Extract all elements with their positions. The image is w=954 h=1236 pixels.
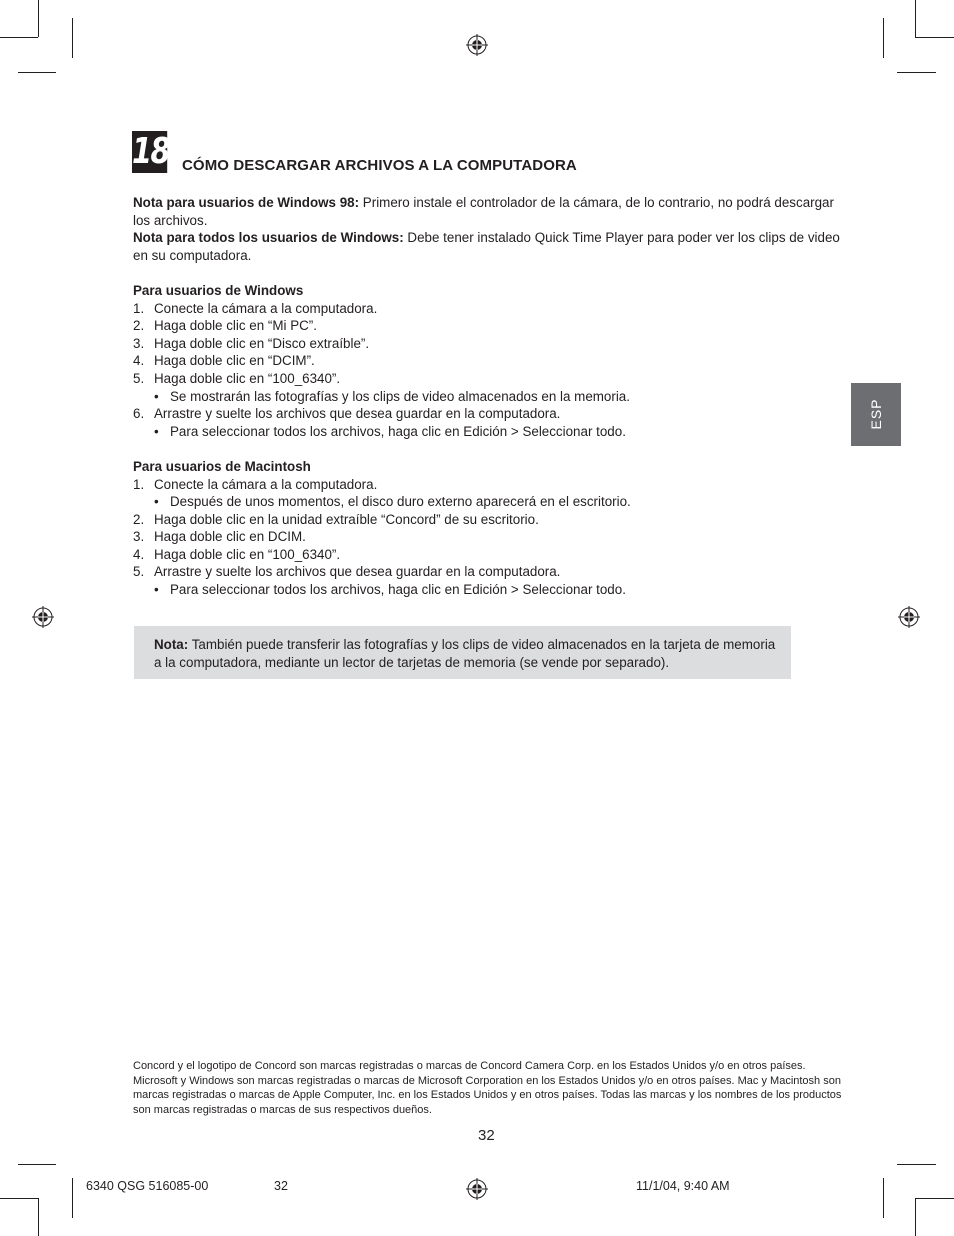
registration-mark-icon xyxy=(466,34,488,56)
list-item: 3. Haga doble clic en DCIM. xyxy=(133,529,306,545)
crop-mark xyxy=(72,1178,73,1218)
crop-mark xyxy=(897,72,936,73)
registration-mark-icon xyxy=(32,606,54,628)
crop-mark xyxy=(897,1164,936,1165)
crop-mark xyxy=(72,18,73,58)
crop-mark xyxy=(915,37,954,38)
mac-heading: Para usuarios de Macintosh xyxy=(133,458,311,474)
slug-file: 6340 QSG 516085-00 xyxy=(86,1179,209,1193)
list-item: 1. Conecte la cámara a la computadora. xyxy=(133,300,378,316)
crop-mark xyxy=(18,72,56,73)
note-box-text: Nota: También puede transferir las fotografías y los clips de video almacenados en la tarjeta de memoria a la computadora, mediante un lector de tarjetas de memoria (se vende por separado). xyxy=(154,637,776,670)
note-all-windows: Nota para todos los usuarios de Windows: Debe tener instalado Quick Time Player para poder ver los clips de video en su computadora. xyxy=(133,230,840,263)
crop-mark xyxy=(18,1164,56,1165)
crop-mark xyxy=(883,1178,884,1218)
list-item: 3. Haga doble clic en “Disco extraíble”. xyxy=(133,335,370,351)
list-item: 2. Haga doble clic en la unidad extraíble “Concord” de su escritorio. xyxy=(133,511,539,527)
crop-mark xyxy=(38,1198,39,1236)
registration-mark-icon xyxy=(898,606,920,628)
list-item: 2. Haga doble clic en “Mi PC”. xyxy=(133,318,317,334)
list-item: 4. Haga doble clic en “100_6340”. xyxy=(133,546,341,562)
section-number: 18 xyxy=(132,131,169,172)
list-item: • Después de unos momentos, el disco duro externo aparecerá en el escritorio. xyxy=(154,494,631,510)
list-item: 5. Haga doble clic en “100_6340”. xyxy=(133,370,341,386)
list-item: • Para seleccionar todos los archivos, haga clic en Edición > Seleccionar todo. xyxy=(154,423,626,439)
slug-page: 32 xyxy=(274,1179,288,1193)
instructions xyxy=(133,194,843,599)
list-item: 5. Arrastre y suelte los archivos que desea guardar en la computadora. xyxy=(133,564,561,580)
section-title: CÓMO DESCARGAR ARCHIVOS A LA COMPUTADORA xyxy=(182,157,577,174)
list-item: 6. Arrastre y suelte los archivos que desea guardar en la computadora. xyxy=(133,406,561,422)
registration-mark-icon xyxy=(466,1178,488,1200)
slug-date: 11/1/04, 9:40 AM xyxy=(636,1179,730,1193)
page-number: 32 xyxy=(478,1127,495,1144)
list-item: 4. Haga doble clic en “DCIM”. xyxy=(133,353,315,369)
crop-mark xyxy=(915,1198,916,1236)
language-tab-label: ESP xyxy=(868,398,884,430)
crop-mark xyxy=(915,0,916,37)
legal-notice: Concord y el logotipo de Concord son marcas registradas o marcas de Concord Camera Corp. en los Estados Unidos y/o en otros países. Microsoft y Windows son marcas registradas o marcas de Microsoft Corporation en los Estados Unidos y/o en otros países. Mac y Macintosh son marcas registradas o marcas de Apple Computer, Inc. en los Estados Unidos y en otros países. Todas las marcas y los nombres de los productos son marcas registradas o marcas de sus respectivos dueños. xyxy=(133,1060,842,1116)
crop-mark xyxy=(0,37,38,38)
note-windows-98: Nota para usuarios de Windows 98: Primero instale el controlador de la cámara, de lo contrario, no podrá descargar los archivos. xyxy=(133,195,834,228)
crop-mark xyxy=(0,1198,38,1199)
list-item: • Para seleccionar todos los archivos, haga clic en Edición > Seleccionar todo. xyxy=(154,582,626,598)
list-item: • Se mostrarán las fotografías y los clips de video almacenados en la memoria. xyxy=(154,388,630,404)
windows-heading: Para usuarios de Windows xyxy=(133,282,304,298)
list-item: 1. Conecte la cámara a la computadora. xyxy=(133,476,378,492)
crop-mark xyxy=(38,0,39,37)
crop-mark xyxy=(883,18,884,58)
crop-mark xyxy=(915,1198,954,1199)
